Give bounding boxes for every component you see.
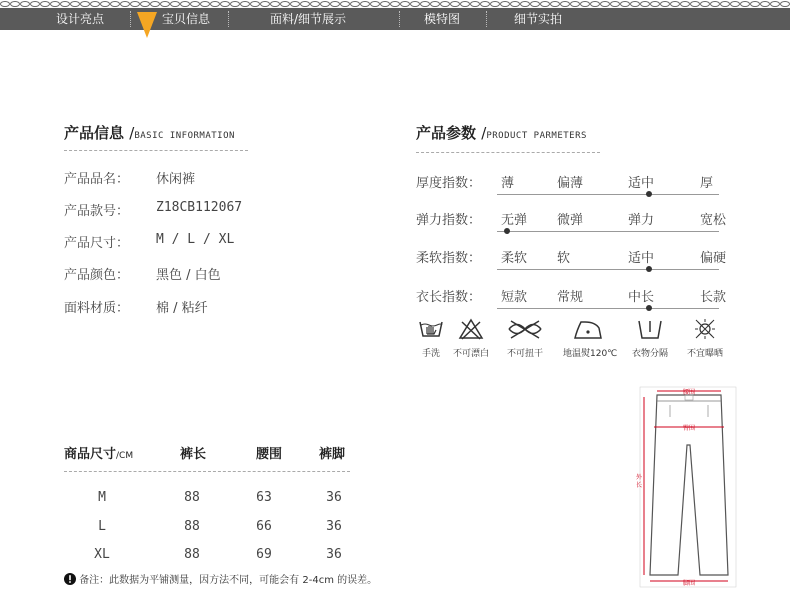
active-tab-arrow-icon xyxy=(137,12,157,38)
size-cell: 88 xyxy=(184,519,200,534)
param-option: 厚 xyxy=(700,176,714,191)
decorative-top-border xyxy=(0,0,790,8)
param-option: 无弹 xyxy=(501,213,528,228)
param-label: 厚度指数： xyxy=(416,176,482,191)
param-selected-marker xyxy=(646,305,652,311)
product-params-subtitle: PRODUCT PARMETERS xyxy=(486,131,587,141)
pants-outline xyxy=(650,395,728,575)
care-item xyxy=(563,318,618,359)
product-info-heading: 产品信息 /BASIC INFORMATION xyxy=(64,124,235,142)
product-params-heading: 产品参数 /PRODUCT PARMETERS xyxy=(416,124,587,142)
care-label: 衣物分隔 xyxy=(631,349,668,359)
care-label: 不可漂白 xyxy=(452,349,489,359)
param-option: 短款 xyxy=(501,290,528,305)
care-item xyxy=(446,318,496,359)
hip-label: 臀围 xyxy=(682,425,696,432)
nav-tab-design-highlights[interactable]: 设计亮点 xyxy=(56,12,105,26)
param-scale-line xyxy=(497,231,719,232)
param-option: 微弹 xyxy=(557,213,584,228)
param-label: 柔软指数： xyxy=(416,251,482,266)
measurement-note xyxy=(64,571,377,586)
nav-separator xyxy=(228,11,229,27)
param-option: 宽松 xyxy=(700,213,727,228)
divider xyxy=(64,150,248,151)
param-option: 软 xyxy=(557,251,571,266)
care-item xyxy=(680,318,730,359)
care-item xyxy=(625,318,675,359)
nav-separator xyxy=(399,11,400,27)
iron-low-temp-icon xyxy=(571,318,605,340)
param-option: 中长 xyxy=(628,290,655,305)
param-scale-line xyxy=(497,308,719,309)
size-cell: XL xyxy=(94,547,110,562)
waist-label: 腰围 xyxy=(682,389,696,396)
param-label: 衣长指数： xyxy=(416,290,482,305)
param-selected-marker xyxy=(504,228,510,234)
care-label: 不可扭干 xyxy=(506,349,543,359)
product-info-subtitle: BASIC INFORMATION xyxy=(134,131,235,141)
size-unit: /CM xyxy=(116,451,134,461)
size-cell: 66 xyxy=(256,519,272,534)
param-option: 适中 xyxy=(628,251,655,266)
warning-icon xyxy=(64,573,76,585)
nav-tab-fabric-details[interactable]: 面料/细节展示 xyxy=(270,12,347,26)
nav-separator xyxy=(486,11,487,27)
no-wring-icon xyxy=(505,318,545,340)
size-cell: 36 xyxy=(326,547,342,562)
nav-tab-model-photos[interactable]: 模特图 xyxy=(424,12,461,26)
size-cell: 69 xyxy=(256,547,272,562)
product-params-title: 产品参数 xyxy=(416,124,477,142)
length-label: 外长 xyxy=(636,474,643,489)
size-cell: 36 xyxy=(326,490,342,505)
size-title-text: 商品尺寸 xyxy=(64,447,117,462)
param-scale-line xyxy=(497,194,719,195)
info-value-material: 棉 / 粘纤 xyxy=(156,301,208,316)
param-option: 适中 xyxy=(628,176,655,191)
info-label-material: 面料材质： xyxy=(64,301,130,316)
param-option: 薄 xyxy=(501,176,515,191)
param-option: 常规 xyxy=(557,290,584,305)
divider xyxy=(416,152,600,153)
size-table-title xyxy=(64,443,133,462)
no-sun-dry-icon xyxy=(692,318,718,340)
param-option: 长款 xyxy=(700,290,727,305)
param-option: 弹力 xyxy=(628,213,655,228)
size-cell: 63 xyxy=(256,490,272,505)
wash-separately-icon xyxy=(637,318,663,340)
info-label-sizes: 产品尺寸： xyxy=(64,236,130,251)
divider xyxy=(64,471,350,472)
product-info-title: 产品信息 xyxy=(64,124,125,142)
care-item xyxy=(500,318,550,359)
param-option: 偏硬 xyxy=(700,251,727,266)
info-value-style-no: Z18CB112067 xyxy=(156,200,243,215)
size-cell: M xyxy=(98,490,106,505)
care-label: 不宜曝晒 xyxy=(686,349,723,359)
hand-wash-icon xyxy=(418,318,444,340)
care-label: 手洗 xyxy=(421,349,440,359)
nav-tab-product-info[interactable]: 宝贝信息 xyxy=(162,12,211,26)
nav-tab-detail-shots[interactable]: 细节实拍 xyxy=(514,12,563,26)
info-value-colors: 黑色 / 白色 xyxy=(156,268,221,283)
size-cell: 36 xyxy=(326,519,342,534)
param-label: 弹力指数： xyxy=(416,213,482,228)
size-cell: L xyxy=(98,519,106,534)
param-selected-marker xyxy=(646,266,652,272)
size-col-length: 裤长 xyxy=(180,447,207,462)
care-label: 地温熨120℃ xyxy=(563,349,618,359)
size-col-waist: 腰围 xyxy=(256,447,283,462)
top-nav-bar xyxy=(0,8,790,30)
param-option: 偏薄 xyxy=(557,176,584,191)
param-selected-marker xyxy=(646,191,652,197)
info-value-name: 休闲裤 xyxy=(156,172,196,187)
size-cell: 88 xyxy=(184,490,200,505)
info-label-style-no: 产品款号： xyxy=(64,204,130,219)
note-text: 备注：此数据为平铺测量，因方法不同，可能会有 2-4cm 的误差。 xyxy=(79,575,378,586)
pants-measurement-diagram xyxy=(630,385,742,590)
info-value-sizes: M / L / XL xyxy=(156,232,235,247)
param-scale-line xyxy=(497,269,719,270)
nav-separator xyxy=(130,11,131,27)
no-bleach-icon xyxy=(458,318,484,340)
hem-label: 脚围 xyxy=(682,580,696,587)
param-option: 柔软 xyxy=(501,251,528,266)
size-col-hem: 裤脚 xyxy=(319,447,346,462)
size-cell: 88 xyxy=(184,547,200,562)
info-label-name: 产品品名： xyxy=(64,172,130,187)
info-label-colors: 产品颜色： xyxy=(64,268,130,283)
